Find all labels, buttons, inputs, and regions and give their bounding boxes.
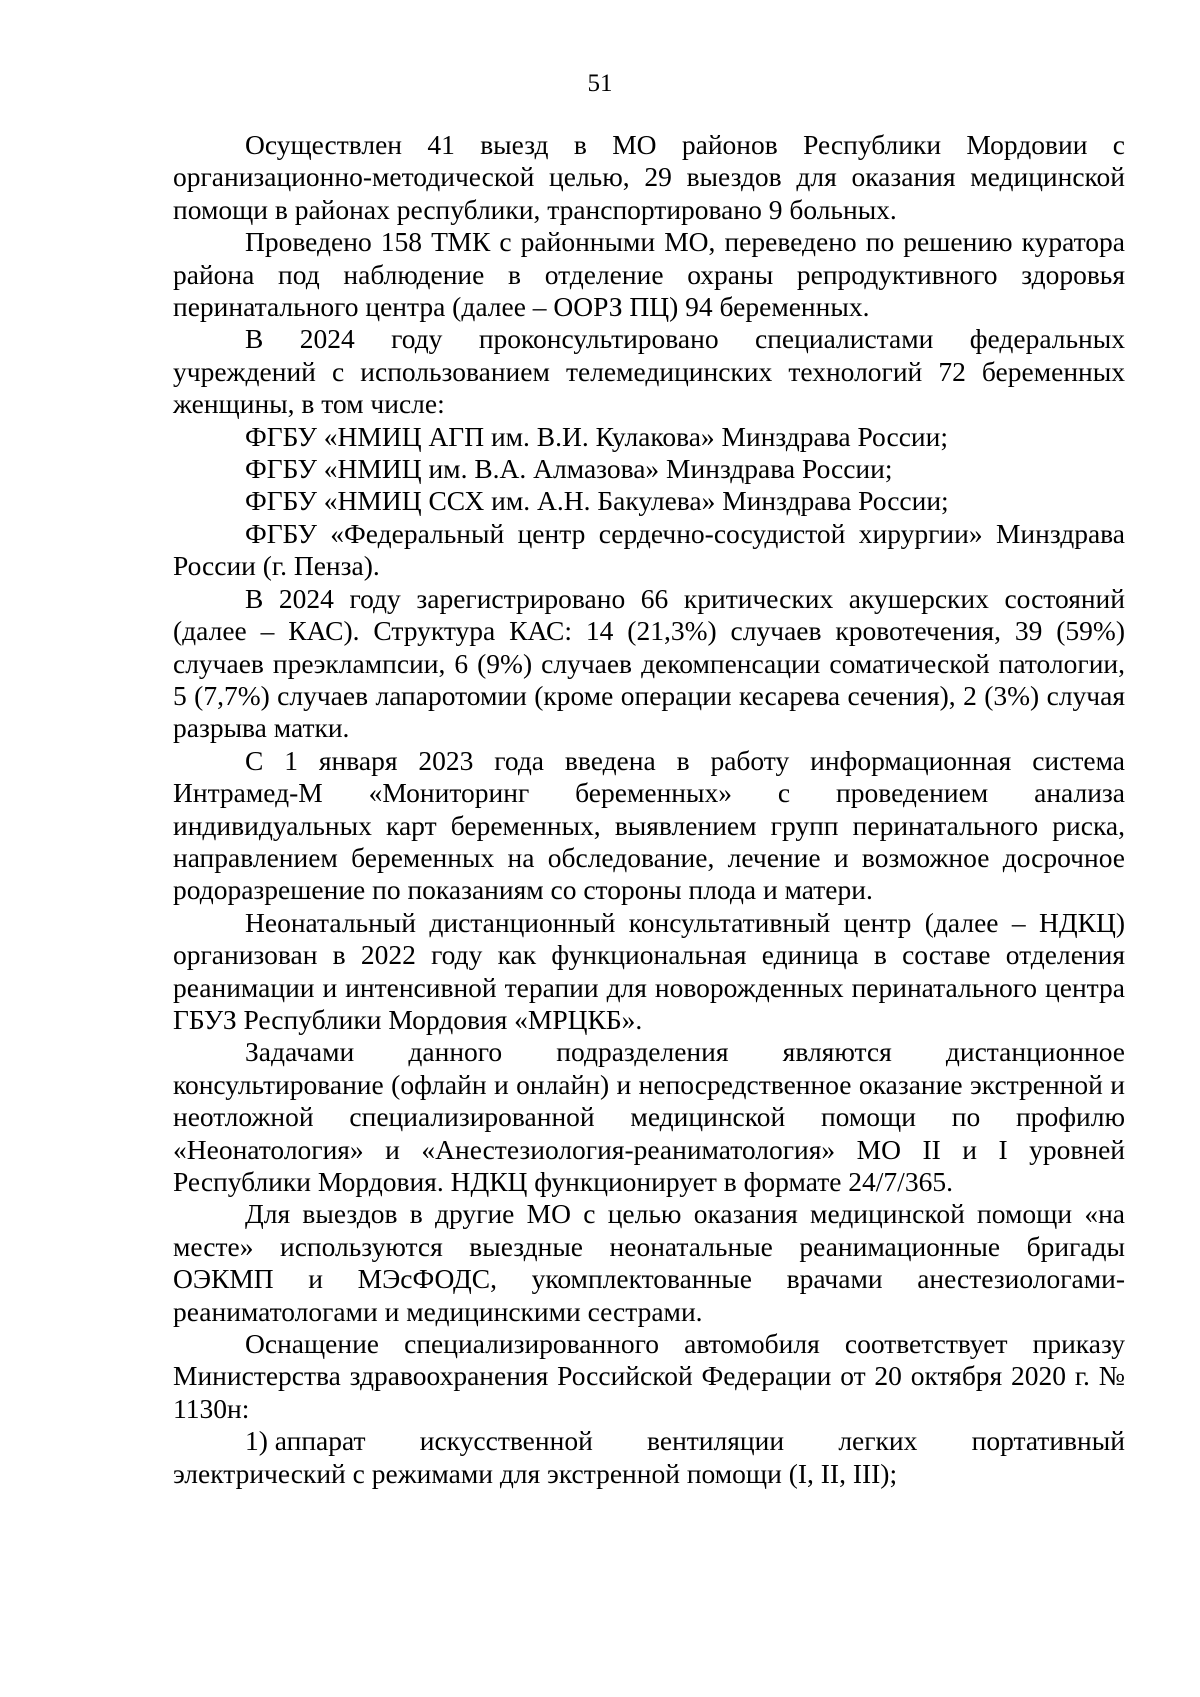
equipment-list-item (173, 1425, 1125, 1457)
list-item-federal-center: ФГБУ «НМИЦ им. В.А. Алмазова» Минздрава России; (245, 453, 893, 485)
paragraph-outbound-teams: Для выездов в другие МО с целью оказания медицинской помощи «на месте» используются выездные неонатальные реанимационные бригады ОЭКМП и МЭсФОДС, укомплектованные врачами анестезиологами-реаниматологами и медицинскими сестрами. (173, 1198, 1125, 1327)
list-item-federal-center: ФГБУ «НМИЦ АГП им. В.И. Кулакова» Минздрава России; (245, 420, 948, 452)
paragraph-federal-consultations: В 2024 году проконсультировано специалистами федеральных учреждений с использованием телемедицинских технологий 72 беременных женщины, в том числе: (173, 323, 1125, 420)
paragraph-critical-obstetric-conditions: В 2024 году зарегистрировано 66 критических акушерских состояний (далее – КАС). Структура КАС: 14 (21,3%) случаев кровотечения, 39 (59%) случаев преэклампсии, 6 (9%) случаев декомпенсации соматической патологии, 5 (7,7%) случаев лапаротомии (кроме операции кесарева сечения), 2 (3%) случая разрыва матки. (173, 582, 1125, 744)
paragraph-neonatal-center: Неонатальный дистанционный консультативный центр (далее – НДКЦ) организован в 2022 году как функциональная единица в составе отделения реанимации и интенсивной терапии для новорожденных перинатального центра ГБУЗ Республики Мордовия «МРЦКБ». (173, 906, 1125, 1035)
list-item-word: вентиляции (647, 1425, 785, 1457)
list-item-word: 1) аппарат (245, 1425, 366, 1457)
list-item-word: искусственной (419, 1425, 593, 1457)
paragraph-neonatal-center-tasks: Задачами данного подразделения являются дистанционное консультирование (офлайн и онлайн) и непосредственное оказание экстренной и неотложной специализированной медицинской помощи по профилю «Неонатология» и «Анестезиология-реаниматология» МО II и I уровней Республики Мордовия. НДКЦ функционирует в формате 24/7/365. (173, 1036, 1125, 1197)
paragraph-tmk-consultations: Проведено 158 ТМК с районными МО, переведено по решению куратора района под наблюдение в отделение охраны репродуктивного здоровья перинатального центра (далее – ООРЗ ПЦ) 94 беременных. (173, 226, 1125, 323)
list-item-federal-center: ФГБУ «НМИЦ ССХ им. А.Н. Бакулева» Минздрава России; (245, 485, 949, 517)
paragraph-outbound-trips: Осуществлен 41 выезд в МО районов Республики Мордовии с организационно-методической целью, 29 выездов для оказания медицинской помощи в районах республики, транспортировано 9 больных. (173, 129, 1125, 225)
paragraph-vehicle-equipment: Оснащение специализированного автомобиля соответствует приказу Министерства здравоохранения Российской Федерации от 20 октября 2020 г. № 1130н: (173, 1328, 1125, 1424)
list-item-federal-center: ФГБУ «Федеральный центр сердечно-сосудистой хирургии» Минздрава России (г. Пенза). (173, 517, 1125, 582)
paragraph-information-system: С 1 января 2023 года введена в работу информационная система Интрамед-М «Мониторинг беременных» с проведением анализа индивидуальных карт беременных, выявлением групп перинатального риска, направлением беременных на обследование, лечение и возможное досрочное родоразрешение по показаниям со стороны плода и матери. (173, 744, 1125, 906)
equipment-list-item-continuation: электрический с режимами для экстренной помощи (I, II, III); (173, 1457, 898, 1489)
document-body (173, 129, 1125, 1490)
page-number: 51 (587, 70, 613, 97)
list-item-word: портативный (971, 1425, 1125, 1457)
list-item-word: легких (838, 1425, 918, 1457)
